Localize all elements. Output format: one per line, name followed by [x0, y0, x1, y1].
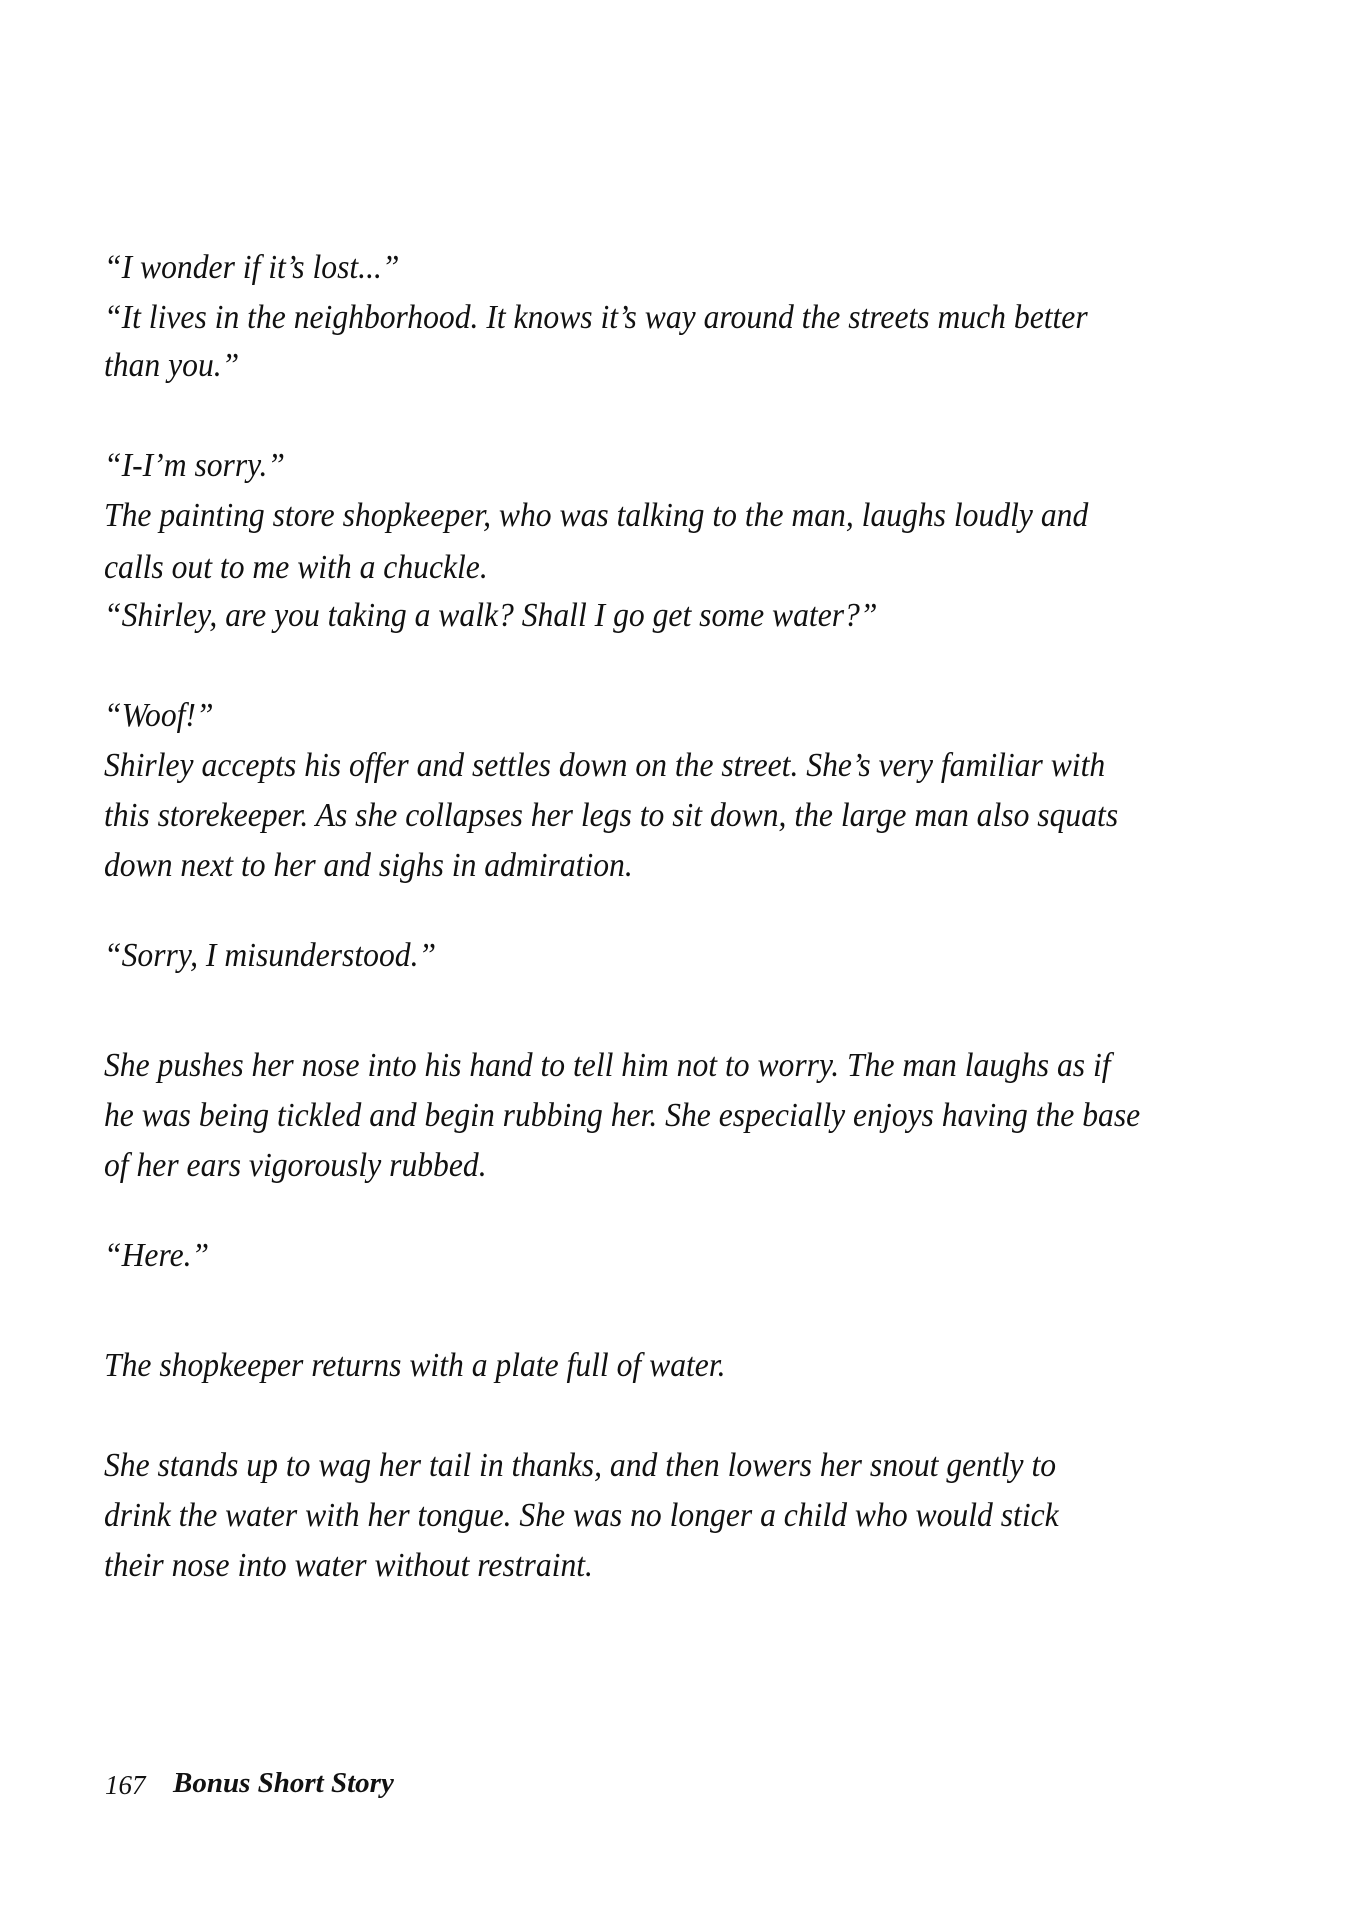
text-line: “I wonder if it’s lost...”: [104, 249, 400, 286]
text-line: She pushes her nose into his hand to tell him not to worry. The man laughs as if: [104, 1047, 1111, 1084]
text-line: The shopkeeper returns with a plate full of water.: [104, 1347, 726, 1384]
page-number: 167: [105, 1770, 146, 1800]
text-line: their nose into water without restraint.: [104, 1547, 593, 1584]
section-title: Bonus Short Story: [173, 1767, 394, 1799]
text-line: of her ears vigorously rubbed.: [104, 1147, 487, 1184]
text-line: than you.”: [104, 347, 240, 384]
text-line: down next to her and sighs in admiration.: [104, 847, 633, 884]
text-line: “Shirley, are you taking a walk? Shall I go get some water?”: [104, 597, 878, 634]
text-line: calls out to me with a chuckle.: [104, 549, 488, 586]
text-line: “I-I’m sorry.”: [104, 447, 285, 484]
text-line: She stands up to wag her tail in thanks, and then lowers her snout gently to: [104, 1447, 1057, 1484]
text-line: “Sorry, I misunderstood.”: [104, 937, 437, 974]
text-line: Shirley accepts his offer and settles down on the street. She’s very familiar with: [104, 747, 1106, 784]
text-line: “Here.”: [104, 1237, 210, 1274]
text-line: “It lives in the neighborhood. It knows it’s way around the streets much better: [104, 299, 1088, 336]
text-line: The painting store shopkeeper, who was talking to the man, laughs loudly and: [104, 497, 1089, 534]
text-line: this storekeeper. As she collapses her legs to sit down, the large man also squats: [104, 797, 1119, 834]
text-line: “Woof!”: [104, 697, 214, 734]
text-line: drink the water with her tongue. She was no longer a child who would stick: [104, 1497, 1059, 1534]
text-line: he was being tickled and begin rubbing her. She especially enjoys having the base: [104, 1097, 1141, 1134]
